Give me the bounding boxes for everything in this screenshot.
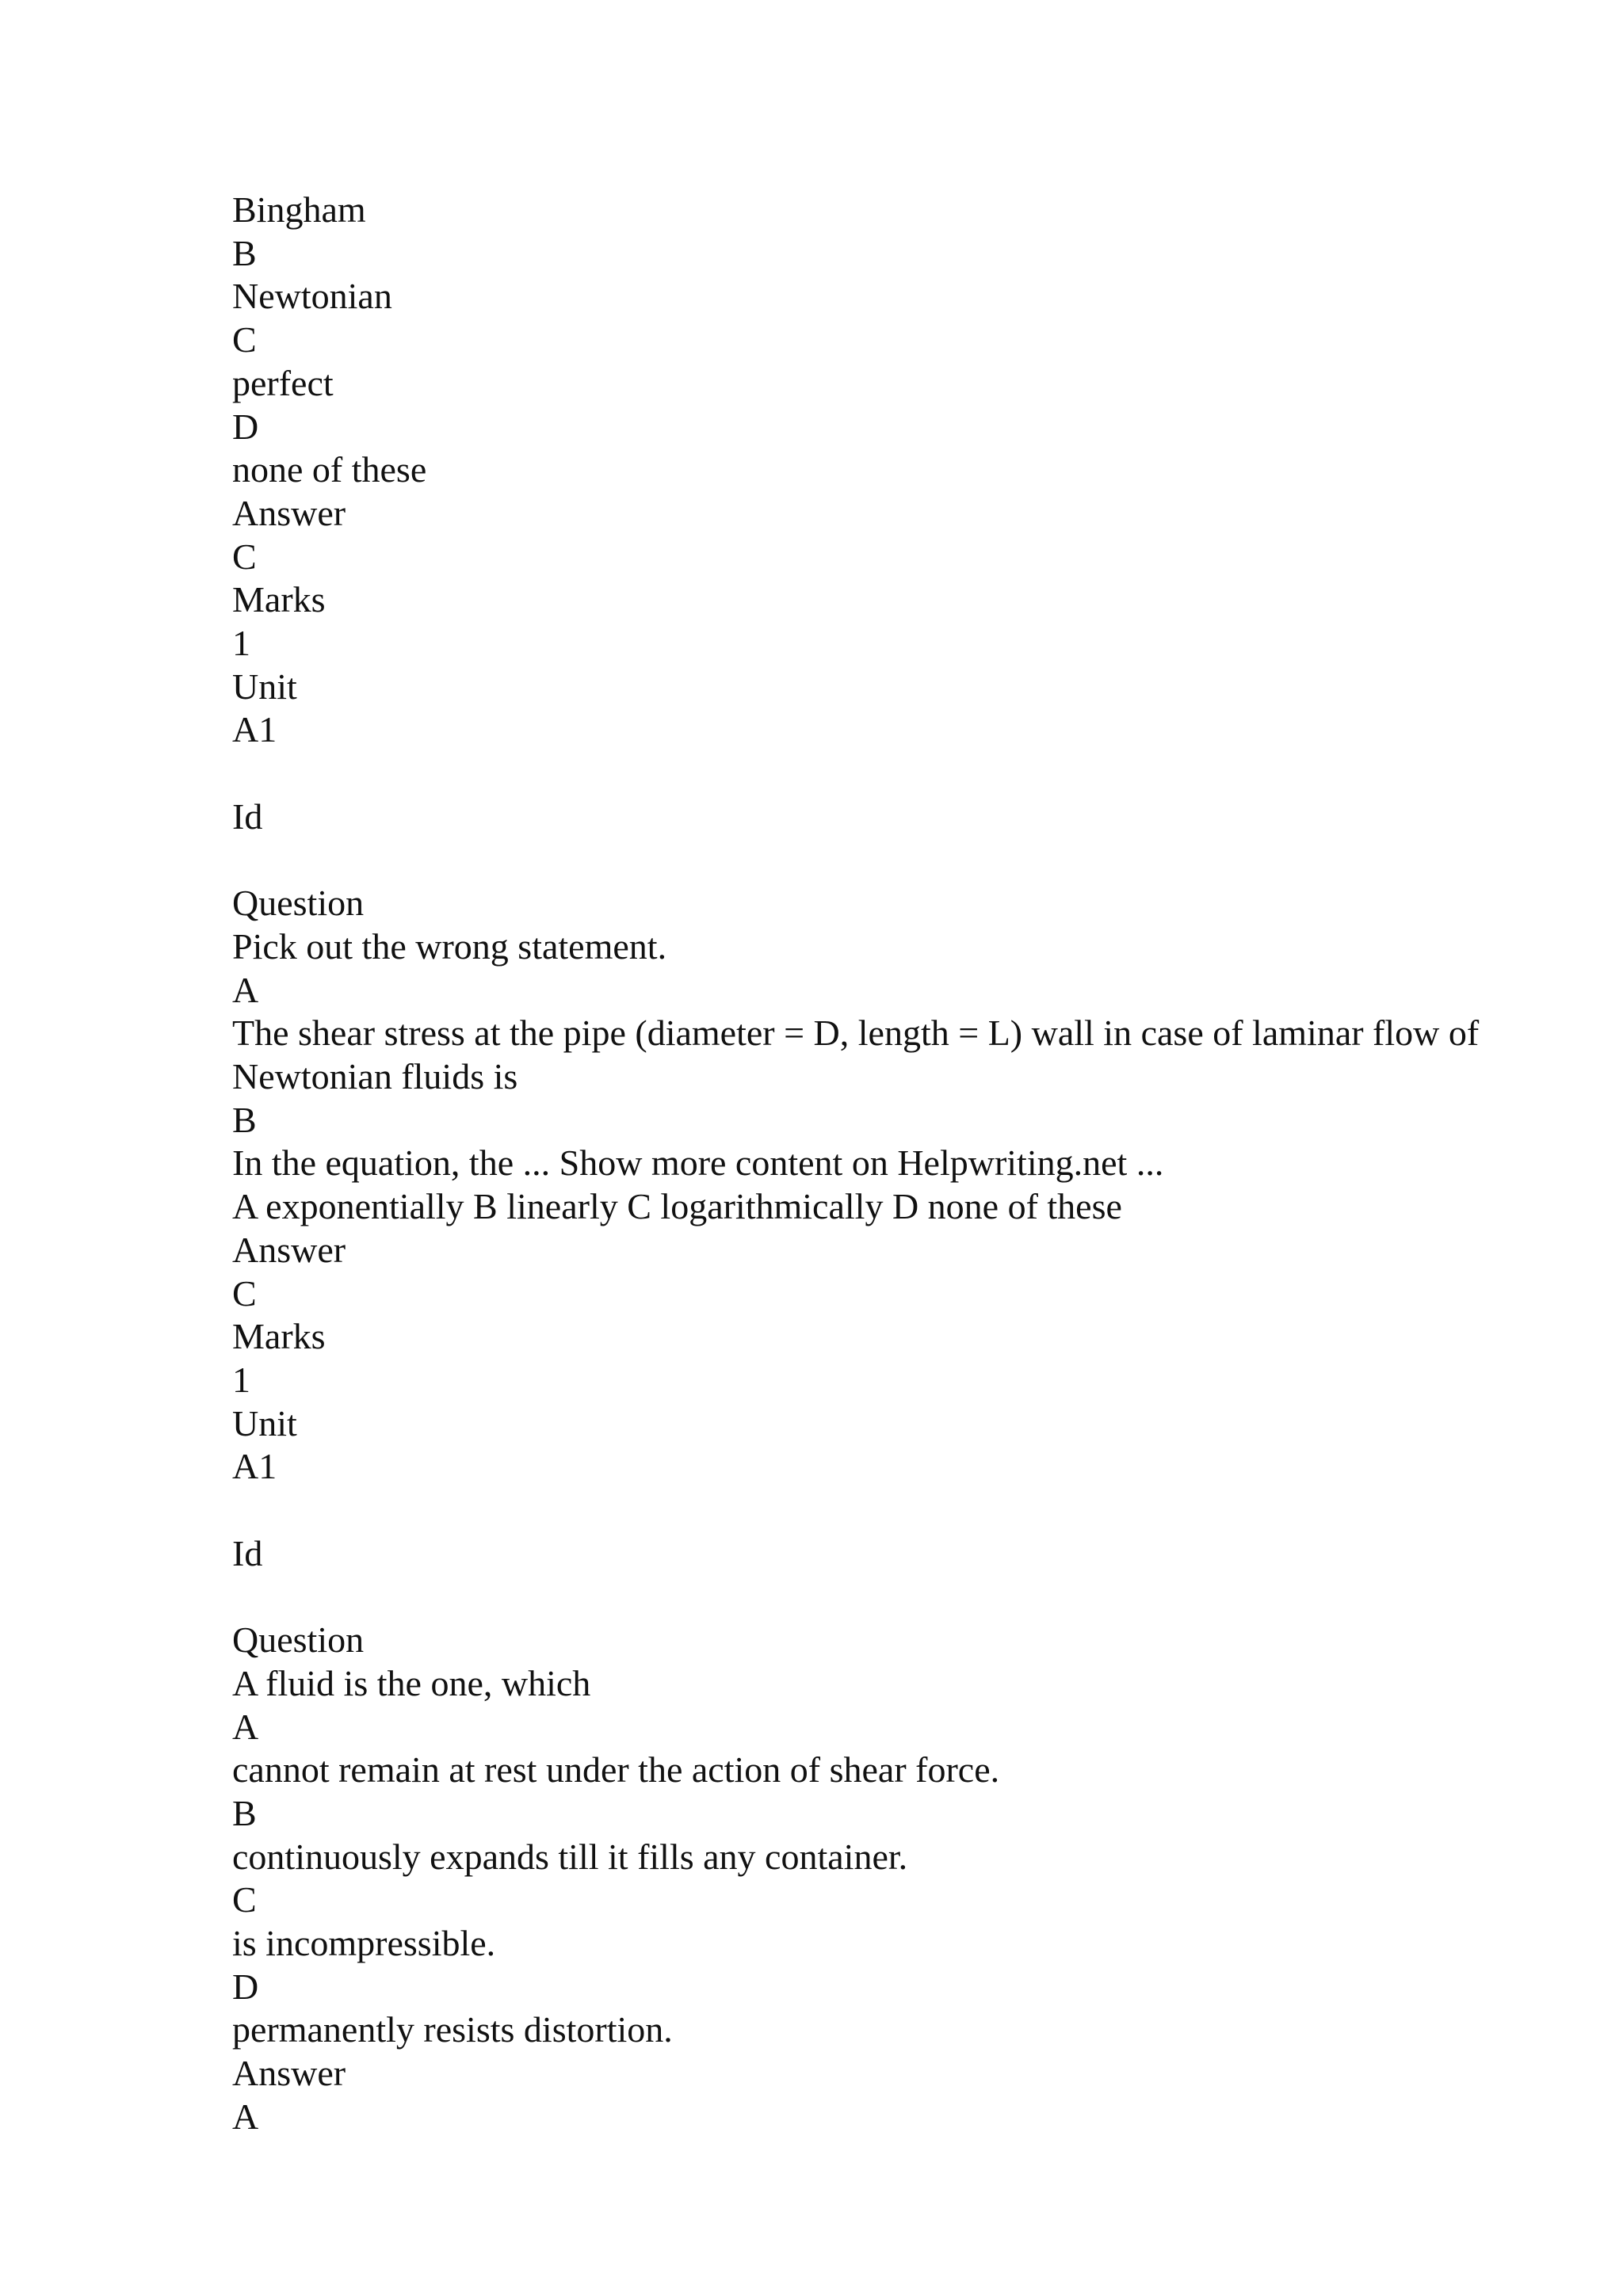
question-text: Pick out the wrong statement.: [232, 925, 667, 967]
answer-value: A: [232, 2096, 259, 2137]
option-text: permanently resists distortion.: [232, 2009, 673, 2050]
answer-value: C: [232, 536, 257, 577]
option-text: Newtonian: [232, 276, 392, 317]
option-text: The shear stress at the pipe (diameter = D, length = L) wall in case of laminar flow of Newtonian fluids is: [232, 1013, 1488, 1097]
marks-value: 1: [232, 1359, 250, 1400]
answer-label: Answer: [232, 1229, 346, 1270]
unit-label: Unit: [232, 1402, 297, 1444]
question-block-2: [232, 882, 1532, 1619]
option-text: continuously expands till it fills any container.: [232, 1836, 908, 1877]
spacer: [232, 1489, 1532, 1532]
question-block-3: [232, 1619, 1532, 2138]
option-letter: B: [232, 232, 257, 273]
option-letter: A: [232, 1706, 259, 1747]
spacer: [232, 839, 1532, 883]
option-text: none of these: [232, 449, 427, 490]
question-text: A fluid is the one, which: [232, 1662, 591, 1703]
option-letter: B: [232, 1792, 257, 1833]
option-text: In the equation, the ... Show more content on Helpwriting.net ...: [232, 1142, 1164, 1184]
option-text: Bingham: [232, 189, 366, 230]
spacer: [232, 1575, 1532, 1619]
option-text: is incompressible.: [232, 1923, 496, 1964]
option-text: A exponentially B linearly C logarithmically D none of these: [232, 1186, 1122, 1227]
option-letter: D: [232, 1966, 259, 2007]
marks-value: 1: [232, 623, 250, 664]
document-content: [232, 189, 1532, 2139]
answer-label: Answer: [232, 2053, 346, 2094]
answer-value: C: [232, 1272, 257, 1314]
option-letter: A: [232, 969, 259, 1010]
question-label: Question: [232, 1619, 365, 1661]
option-text: perfect: [232, 362, 334, 403]
unit-value: A1: [232, 1446, 277, 1487]
question-label: Question: [232, 883, 365, 924]
id-label: Id: [232, 795, 263, 837]
answer-label: Answer: [232, 492, 346, 533]
marks-label: Marks: [232, 579, 326, 620]
unit-value: A1: [232, 709, 277, 750]
option-letter: D: [232, 406, 259, 447]
unit-label: Unit: [232, 666, 297, 707]
id-label: Id: [232, 1532, 263, 1573]
spacer: [232, 752, 1532, 795]
question-block-1: [232, 189, 1532, 882]
option-letter: C: [232, 319, 257, 360]
marks-label: Marks: [232, 1316, 326, 1357]
option-letter: C: [232, 1879, 257, 1920]
option-letter: B: [232, 1099, 257, 1140]
option-text: cannot remain at rest under the action of shear force.: [232, 1749, 1000, 1791]
